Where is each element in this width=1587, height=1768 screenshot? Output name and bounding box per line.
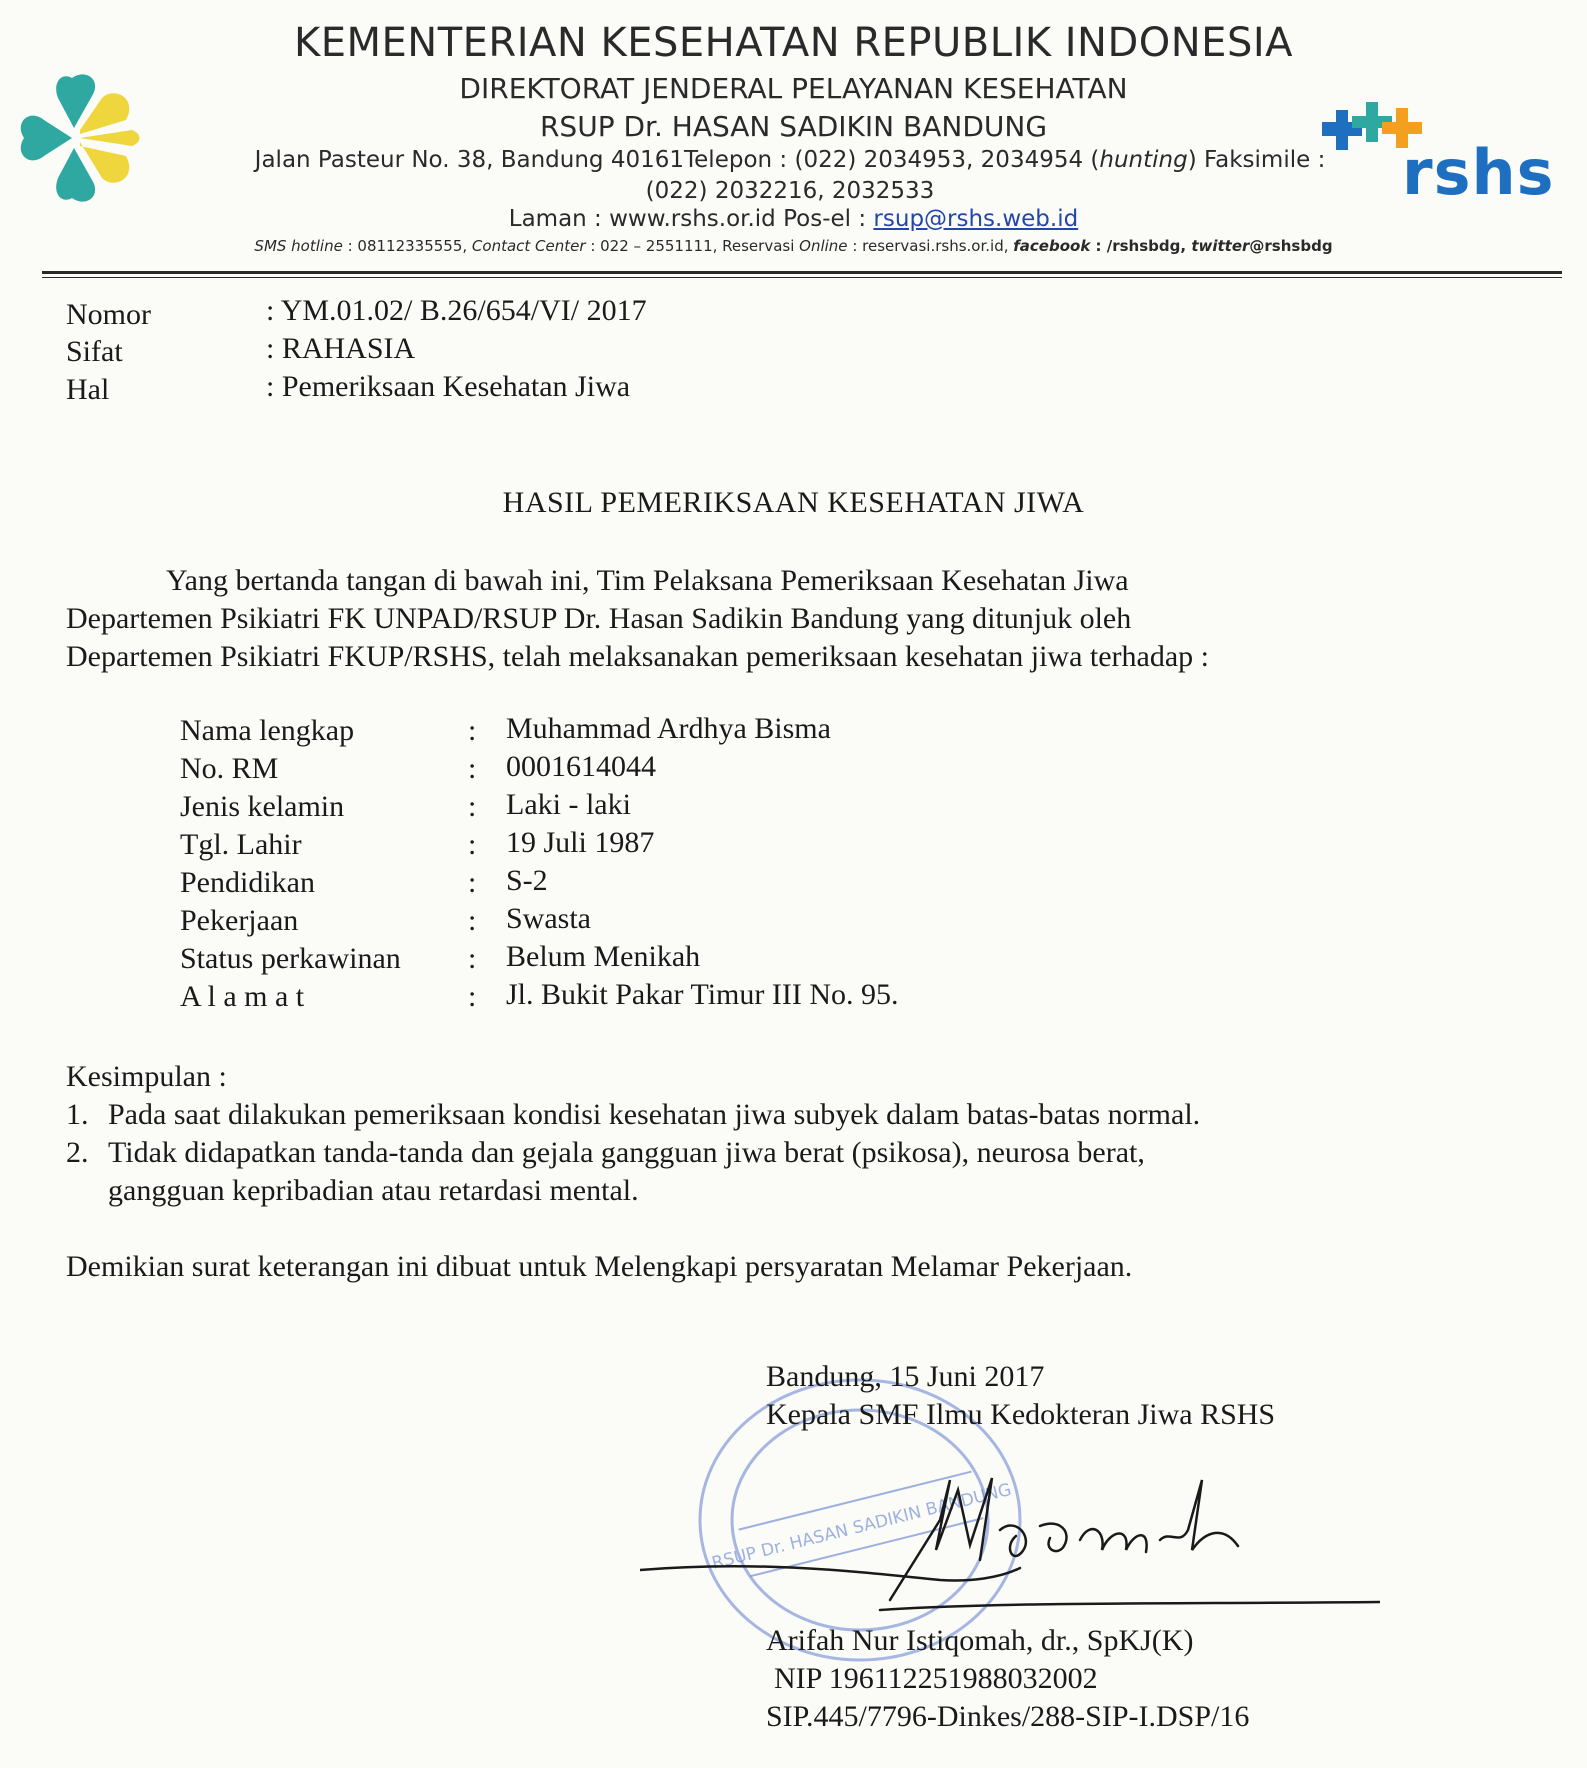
nomor-value: : YM.01.02/ B.26/654/VI/ 2017 bbox=[266, 294, 647, 327]
closing-statement: Demikian surat keterangan ini dibuat untuk Melengkapi persyaratan Melamar Pekerjaan. bbox=[66, 1250, 1133, 1283]
signature-place-date: Bandung, 15 Juni 2017 bbox=[766, 1360, 1045, 1393]
conclusion-number: 1. bbox=[66, 1098, 89, 1131]
subject-label: Pekerjaan bbox=[180, 904, 299, 937]
twitter-value: @rshsbdg bbox=[1249, 237, 1333, 255]
letterhead-rule-thin bbox=[42, 277, 1562, 278]
subject-label: Status perkawinan bbox=[180, 942, 401, 975]
online-label: Online bbox=[799, 237, 848, 255]
subject-label: A l a m a t bbox=[180, 980, 305, 1013]
signatory-sip: SIP.445/7796-Dinkes/288-SIP-I.DSP/16 bbox=[766, 1700, 1250, 1733]
subject-label: No. RM bbox=[180, 752, 279, 785]
subject-colon: : bbox=[468, 866, 477, 899]
web-label: Laman : www.rshs.or.id Pos-el : bbox=[508, 206, 874, 232]
subject-value: S-2 bbox=[506, 864, 548, 897]
stamp-text: RSUP Dr. HASAN SADIKIN BANDUNG bbox=[709, 1479, 1014, 1574]
hal-label: Hal bbox=[66, 373, 110, 406]
handwritten-signature bbox=[640, 1460, 1380, 1625]
conclusion-item: Tidak didapatkan tanda-tanda dan gejala gangguan jiwa berat (psikosa), neurosa berat, bbox=[108, 1136, 1145, 1169]
subject-colon: : bbox=[468, 790, 477, 823]
subject-value: Laki - laki bbox=[506, 788, 631, 821]
signature-position: Kepala SMF Ilmu Kedokteran Jiwa RSHS bbox=[766, 1398, 1276, 1431]
subject-label: Tgl. Lahir bbox=[180, 828, 302, 861]
subject-value: 19 Juli 1987 bbox=[506, 826, 655, 859]
intro-line2: Departemen Psikiatri FK UNPAD/RSUP Dr. Hasan Sadikin Bandung yang ditunjuk oleh bbox=[66, 602, 1132, 635]
sms-label: SMS hotline bbox=[254, 237, 343, 255]
conclusion-number: 2. bbox=[66, 1136, 89, 1169]
facebook-value: : /rshsbdg, bbox=[1090, 237, 1192, 255]
conclusion-item: Pada saat dilakukan pemeriksaan kondisi kesehatan jiwa subyek dalam batas-batas normal. bbox=[108, 1098, 1201, 1131]
address-line1: Jalan Pasteur No. 38, Bandung 40161Telepon : (022) 2034953, 2034954 ( bbox=[254, 147, 1100, 173]
conclusion-item-cont: gangguan kepribadian atau retardasi mental. bbox=[108, 1174, 639, 1207]
sms-value: : 08112335555, bbox=[342, 237, 472, 255]
intro-line1: Yang bertanda tangan di bawah ini, Tim Pelaksana Pemeriksaan Kesehatan Jiwa bbox=[166, 564, 1129, 597]
subject-label: Pendidikan bbox=[180, 866, 315, 899]
subject-label: Jenis kelamin bbox=[180, 790, 345, 823]
sifat-value: : RAHASIA bbox=[266, 332, 416, 365]
hospital-contacts bbox=[0, 237, 1587, 255]
subject-value: Muhammad Ardhya Bisma bbox=[506, 712, 831, 745]
sifat-label: Sifat bbox=[66, 335, 123, 368]
address-hunting: hunting bbox=[1099, 147, 1188, 173]
hospital-title: RSUP Dr. HASAN SADIKIN BANDUNG bbox=[539, 110, 1048, 143]
intro-line3: Departemen Psikiatri FKUP/RSHS, telah melaksanakan pemeriksaan kesehatan jiwa terhadap : bbox=[66, 640, 1210, 673]
subject-value: Jl. Bukit Pakar Timur III No. 95. bbox=[506, 978, 899, 1011]
subject-label: Nama lengkap bbox=[180, 714, 355, 747]
twitter-label: twitter bbox=[1191, 237, 1250, 255]
directorate-title: DIREKTORAT JENDERAL PELAYANAN KESEHATAN bbox=[459, 72, 1128, 105]
subject-value: Belum Menikah bbox=[506, 940, 701, 973]
subject-colon: : bbox=[468, 904, 477, 937]
address-line1-end: ) Faksimile : bbox=[1187, 147, 1326, 173]
ministry-title: KEMENTERIAN KESEHATAN REPUBLIK INDONESIA bbox=[293, 20, 1294, 66]
hospital-web bbox=[0, 206, 1587, 232]
subject-value: Swasta bbox=[506, 902, 591, 935]
cc-value: : 022 – 2551111, Reservasi bbox=[585, 237, 800, 255]
conclusion-heading: Kesimpulan : bbox=[66, 1060, 227, 1093]
facebook-label: facebook bbox=[1013, 237, 1091, 255]
email-link[interactable]: rsup@rshs.web.id bbox=[873, 206, 1079, 232]
subject-colon: : bbox=[468, 980, 477, 1013]
signatory-name: Arifah Nur Istiqomah, dr., SpKJ(K) bbox=[766, 1624, 1194, 1657]
subject-colon: : bbox=[468, 828, 477, 861]
subject-colon: : bbox=[468, 714, 477, 747]
intro-paragraph bbox=[66, 562, 1366, 676]
address-line2: (022) 2032216, 2032533 bbox=[645, 178, 935, 204]
subject-value: 0001614044 bbox=[506, 750, 656, 783]
rshs-logo-text: rshs bbox=[1402, 136, 1555, 209]
hospital-address bbox=[230, 145, 1350, 207]
nomor-label: Nomor bbox=[66, 298, 151, 331]
document-title: HASIL PEMERIKSAAN KESEHATAN JIWA bbox=[502, 486, 1085, 519]
signatory-nip: NIP 196112251988032002 bbox=[774, 1662, 1098, 1695]
subject-colon: : bbox=[468, 942, 477, 975]
cc-label: Contact Center bbox=[471, 237, 586, 255]
letterhead-rule-thick bbox=[42, 271, 1562, 274]
subject-colon: : bbox=[468, 752, 477, 785]
hal-value: : Pemeriksaan Kesehatan Jiwa bbox=[266, 370, 631, 403]
online-value: : reservasi.rshs.or.id, bbox=[847, 237, 1014, 255]
